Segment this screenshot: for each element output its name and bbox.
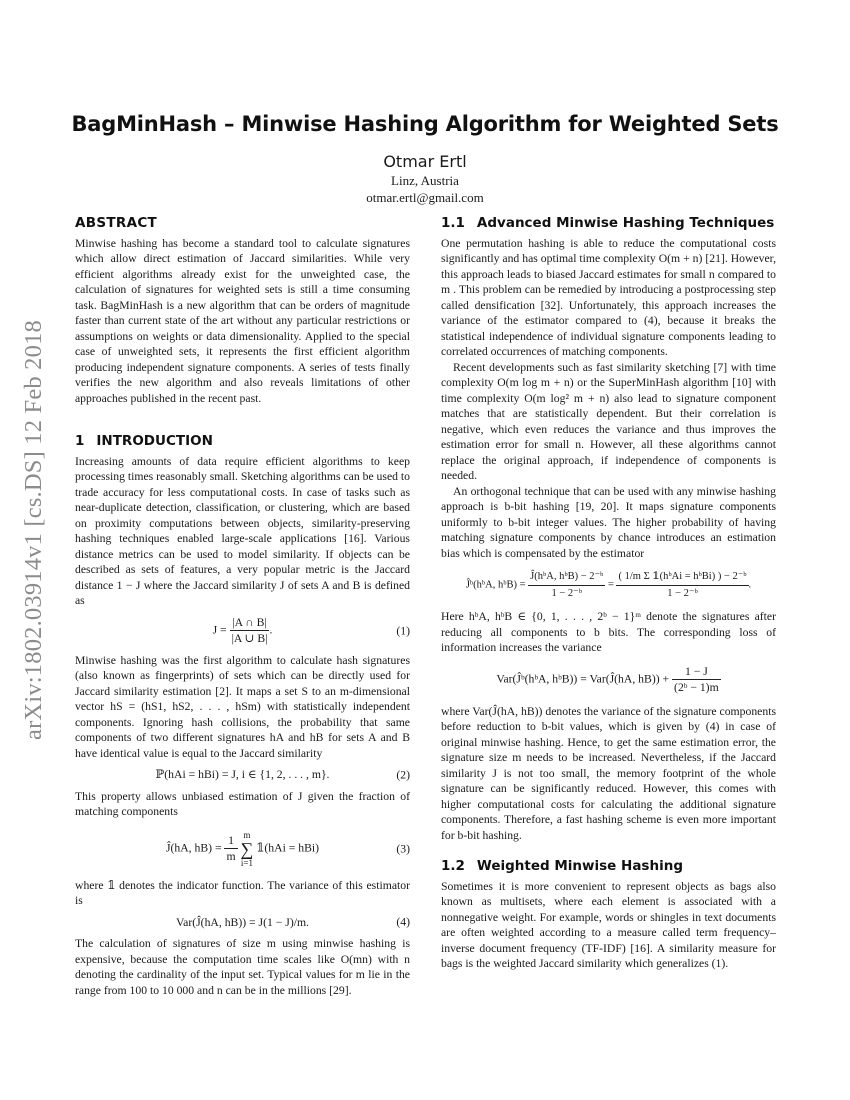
section-heading-introduction bbox=[75, 434, 410, 450]
equation-number: (2) bbox=[396, 768, 410, 781]
paper-title: BagMinHash – Minwise Hashing Algorithm for Weighted Sets bbox=[71, 112, 779, 136]
author-affiliation: Linz, Austria bbox=[391, 173, 459, 188]
author-email[interactable]: otmar.ertl@gmail.com bbox=[366, 190, 484, 205]
author-name: Otmar Ertl bbox=[383, 152, 467, 171]
equation-text: = bbox=[607, 579, 614, 591]
section-number: 1 bbox=[75, 433, 85, 449]
sum-upper: m bbox=[243, 829, 251, 840]
denominator: 1 − 2⁻ᵇ bbox=[667, 587, 698, 599]
sum-lower: i=1 bbox=[240, 857, 253, 868]
paragraph: Increasing amounts of data require efficient algorithms to keep processing times reasonably small. Sketching algorithms can be used to trade accuracy for less computational costs. In case of tasks such as near-duplicate detection, classification, or clustering, which are based on proximity computations between objects, similarity-preserving hashing techniques enabled large-scale applications [16]. Various distance metrics can be used to model similarity. If objects can be described as sets of features, a very popular metric is the Jaccard distance 1 − J where the Jaccard similarity J of sets A and B is defined as bbox=[75, 454, 410, 607]
left-column bbox=[75, 216, 410, 998]
section-number: 1.1 bbox=[441, 215, 465, 231]
denominator: (2ᵇ − 1)m bbox=[674, 681, 719, 694]
numerator: |A ∩ B| bbox=[230, 615, 270, 632]
equation-text: 𝟙(hAi = hBi) bbox=[256, 841, 320, 855]
paragraph: where Var(Ĵ(hA, hB)) denotes the variance of the signature components before reduction to b-bit values, which is given by (4) in case of original minwise hashing. Hence, to get the same estimation error, the signature size m needs to be increased. Nevertheless, if the Jaccard similarity J is not too small, the memory footprint of the whole signature can be significantly reduced. However, this comes with higher computational costs for calculating the additional signature components. Therefore, a fast hashing scheme is even more important for b-bit hashing. bbox=[441, 704, 776, 842]
summation bbox=[241, 830, 254, 868]
equation-number: (3) bbox=[396, 841, 410, 855]
section-title: INTRODUCTION bbox=[96, 433, 213, 449]
paragraph: Here hᵇA, hᵇB ∈ {0, 1, . . . , 2ᵇ − 1}ᵐ denote the signatures after reducing all components to b bits. The corresponding loss of information increases the variance bbox=[441, 610, 776, 654]
abstract-text: Minwise hashing has become a standard tool to calculate signatures which allow direct estimation of Jaccard similarities. While very efficient algorithms already exist for the unweighted case, the calculation of signatures for weighted sets is still a time consuming task. BagMinHash is a new algorithm that can be orders of magnitude faster than current state of the art without any particular restrictions or assumptions on weights or data dimensionality. Applied to the special case of unweighted sets, it represents the first efficient algorithm producing independent signature components. A series of tests finally verifies the new algorithm and also reveals limitations of other approaches published in the recent past. bbox=[75, 236, 410, 405]
equation-number: (4) bbox=[396, 915, 410, 929]
numerator: Ĵ(hᵇA, hᵇB) − 2⁻ᵇ bbox=[528, 569, 605, 586]
paragraph: One permutation hashing is able to reduce the computational costs significantly and has optimal time complexity O(m + n) [21]. However, this approach leads to biased Jaccard estimates for small n compared to m . This problem can be remedied by introducing a postprocessing step called densification [32]. Unfortunately, this approach increases the variance of the estimator compared to (4), because it breaks the statistical independence of individual signature components leading to correlated occurrences of matching components. bbox=[441, 236, 776, 358]
sum-symbol: ∑ bbox=[240, 838, 254, 859]
paragraph: An orthogonal technique that can be used with any minwise hashing approach is b-bit hashing [19, 20]. It maps signature components uniformly to b-bit integer values. The higher probability of having matching signature components by chance introduces an estimation bias which is compensated by the estimator bbox=[441, 484, 776, 560]
fraction bbox=[616, 569, 748, 601]
equation-6 bbox=[441, 664, 776, 696]
fraction bbox=[230, 615, 273, 647]
equation-3 bbox=[75, 830, 410, 868]
paragraph: Sometimes it is more convenient to represent objects as bags also known as multisets, where each element is associated with a nonnegative weight. For example, words or shingles in text documents are often weighted according to a measure called term frequency–inverse document frequency (TF-IDF) [16]. A similarity measure for bags is the weighted Jaccard similarity which generalizes (1). bbox=[441, 879, 776, 970]
equation-text: Var(Ĵᵇ(hᵇA, hᵇB)) = Var(Ĵ(hA, hB)) + bbox=[496, 672, 670, 686]
equation-text: ℙ(hAi = hBi) = J, i ∈ {1, 2, . . . , m}. bbox=[155, 768, 330, 781]
fraction bbox=[672, 664, 721, 696]
denominator: |A ∪ B| bbox=[231, 632, 268, 645]
abstract-heading: ABSTRACT bbox=[75, 215, 158, 231]
equation-text: Ĵᵇ(hᵇA, hᵇB) = bbox=[465, 579, 526, 591]
paragraph: where 𝟙 denotes the indicator function. The variance of this estimator is bbox=[75, 878, 410, 907]
subsection-heading-advanced bbox=[441, 216, 776, 232]
arxiv-identifier: arXiv:1802.03914v1 [cs.DS] 12 Feb 2018 bbox=[20, 320, 47, 740]
numerator: 1 − J bbox=[672, 664, 721, 681]
equation-text: . bbox=[269, 623, 273, 637]
equation-4 bbox=[75, 915, 410, 931]
paragraph: Recent developments such as fast similarity sketching [7] with time complexity O(m log m + n) or the SuperMinHash algorithm [10] with time complexity O(m log² m + n) also lead to signature component matches that are statistically dependent. But their correlation is negative, which even reduces the variance and thus improves the estimation error for small n. However, all these algorithms cannot replace the original approach, if independence of components is needed. bbox=[441, 360, 776, 482]
fraction bbox=[224, 833, 237, 865]
denominator: m bbox=[226, 850, 236, 863]
section-title: Weighted Minwise Hashing bbox=[476, 858, 683, 874]
equation-5 bbox=[441, 569, 776, 601]
paragraph: The calculation of signatures of size m using minwise hashing is expensive, because the computation time scales like O(mn) with n denoting the cardinality of the input set. Typical values for m lie in the range from 100 to 10 000 and n can be in the millions [29]. bbox=[75, 937, 410, 997]
paragraph: Minwise hashing was the first algorithm to calculate hash signatures (also known as fingerprints) of sets which can be directly used for Jaccard similarity estimation [2]. It maps a set S to an m-dimensional vector hS = (hS1, hS2, . . . , hSm) with statistically independent components. Ignoring hash collisions, the probability that same components of two different signatures hA and hB for sets A and B have identical value is equal to the Jaccard similarity bbox=[75, 653, 410, 760]
equation-1 bbox=[75, 615, 410, 647]
equation-2 bbox=[75, 767, 410, 783]
equation-number: (1) bbox=[396, 623, 410, 637]
arxiv-sidebar bbox=[12, 295, 56, 765]
denominator: 1 − 2⁻ᵇ bbox=[551, 587, 582, 599]
section-title: Advanced Minwise Hashing Techniques bbox=[476, 215, 775, 231]
subsection-heading-weighted bbox=[441, 859, 776, 875]
equation-text: J = bbox=[212, 623, 227, 637]
section-number: 1.2 bbox=[441, 858, 465, 874]
numerator: ( 1/m Σ 𝟙(hᵇAi = hᵇBi) ) − 2⁻ᵇ bbox=[616, 569, 748, 586]
equation-text: Ĵ(hA, hB) = bbox=[165, 841, 222, 855]
right-column bbox=[441, 216, 776, 972]
equation-text: Var(Ĵ(hA, hB)) = J(1 − J)/m. bbox=[176, 915, 309, 929]
numerator: 1 bbox=[224, 833, 237, 850]
paragraph: This property allows unbiased estimation of J given the fraction of matching components bbox=[75, 789, 410, 818]
equation-text: . bbox=[748, 579, 752, 591]
fraction bbox=[528, 569, 605, 601]
